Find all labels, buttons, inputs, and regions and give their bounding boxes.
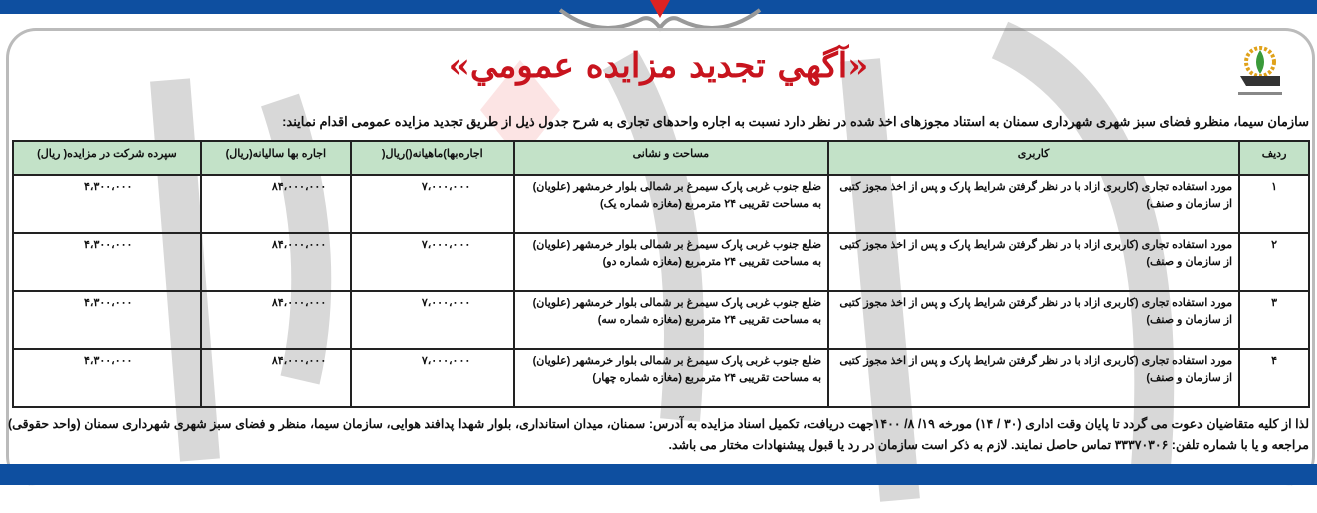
usage-cell: مورد استفاده تجاری (کاربری ازاد با در نظر گرفتن شرایط پارک و پس از اخذ مجوز کتبی از سازمان و صنف): [828, 233, 1239, 291]
deposit-cell: ۴،۳۰۰،۰۰۰: [13, 291, 201, 349]
page-title: «آگهي تجديد مزايده عمومي»: [448, 46, 869, 86]
intro-text: سازمان سیما، منظرو فضای سبز شهری شهرداری سمنان به استناد مجوزهای اخذ شده در نظر دارد نسبت به اجاره واحدهای تجاری به شرح جدول ذیل از طریق تجدید مزایده عمومی اقدام نمایند:: [282, 114, 1309, 129]
auction-table: [12, 140, 1310, 408]
col-header-monthly-rent: اجاره‌بها)ماهیانه()ریال(: [351, 141, 514, 175]
col-header-row-number: ردیف: [1239, 141, 1309, 175]
col-header-deposit: سپرده شرکت در مزایده( ریال): [13, 141, 201, 175]
deposit-cell: ۴،۳۰۰،۰۰۰: [13, 349, 201, 407]
col-header-location: مساحت و نشانی: [514, 141, 828, 175]
table-row: [13, 349, 1309, 407]
yearly-rent-cell: ۸۴،۰۰۰،۰۰۰: [201, 349, 351, 407]
table-header-row: [13, 141, 1309, 175]
location-cell: ضلع جنوب غربی پارک سیمرغ بر شمالی بلوار خرمشهر (علویان) به مساحت تقریبی ۲۴ مترمربع (مغازه شماره یک): [514, 175, 828, 233]
location-cell: ضلع جنوب غربی پارک سیمرغ بر شمالی بلوار خرمشهر (علویان) به مساحت تقریبی ۲۴ مترمربع (مغازه شماره چهار): [514, 349, 828, 407]
monthly-rent-cell: ۷،۰۰۰،۰۰۰: [351, 291, 514, 349]
footer-text: لذا از کلیه متقاضیان دعوت می گردد تا پایان وقت اداری (۳۰ / ۱۴) مورخه ۱۹/ ۸/ ۱۴۰۰جهت دریافت، تکمیل اسناد مزایده به آدرس: سمنان، میدان استانداری، بلوار شهدا پدافند هوایی، سازمان سیما، منظر و فضای سبز شهری شهرداری سمنان (واحد حقوقی) مراجعه و یا با شماره تلفن: ۳۳۳۷۰۳۰۶ تماس حاصل نمایند. لازم به ذکر است سازمان در رد یا قبول پیشنهادات مختار می باشد.: [8, 417, 1310, 452]
monthly-rent-cell: ۷،۰۰۰،۰۰۰: [351, 349, 514, 407]
row-number: ۲: [1239, 233, 1309, 291]
monthly-rent-cell: ۷،۰۰۰،۰۰۰: [351, 175, 514, 233]
table-row: [13, 233, 1309, 291]
yearly-rent-cell: ۸۴،۰۰۰،۰۰۰: [201, 291, 351, 349]
table-row: [13, 175, 1309, 233]
usage-cell: مورد استفاده تجاری (کاربری ازاد با در نظر گرفتن شرایط پارک و پس از اخذ مجوز کتبی از سازمان و صنف): [828, 175, 1239, 233]
row-number: ۳: [1239, 291, 1309, 349]
row-number: ۴: [1239, 349, 1309, 407]
usage-cell: مورد استفاده تجاری (کاربری ازاد با در نظر گرفتن شرایط پارک و پس از اخذ مجوز کتبی از سازمان و صنف): [828, 291, 1239, 349]
row-number: ۱: [1239, 175, 1309, 233]
deposit-cell: ۴،۳۰۰،۰۰۰: [13, 233, 201, 291]
location-cell: ضلع جنوب غربی پارک سیمرغ بر شمالی بلوار خرمشهر (علویان) به مساحت تقریبی ۲۴ مترمربع (مغازه شماره دو): [514, 233, 828, 291]
deposit-cell: ۴،۳۰۰،۰۰۰: [13, 175, 201, 233]
location-cell: ضلع جنوب غربی پارک سیمرغ بر شمالی بلوار خرمشهر (علویان) به مساحت تقریبی ۲۴ مترمربع (مغازه شماره سه): [514, 291, 828, 349]
yearly-rent-cell: ۸۴،۰۰۰،۰۰۰: [201, 175, 351, 233]
col-header-yearly-rent: اجاره بها سالیانه(ریال): [201, 141, 351, 175]
bottom-banner-bar: [0, 464, 1317, 485]
monthly-rent-cell: ۷،۰۰۰،۰۰۰: [351, 233, 514, 291]
yearly-rent-cell: ۸۴،۰۰۰،۰۰۰: [201, 233, 351, 291]
table-row: [13, 291, 1309, 349]
col-header-usage: کاربری: [828, 141, 1239, 175]
usage-cell: مورد استفاده تجاری (کاربری ازاد با در نظر گرفتن شرایط پارک و پس از اخذ مجوز کتبی از سازمان و صنف): [828, 349, 1239, 407]
